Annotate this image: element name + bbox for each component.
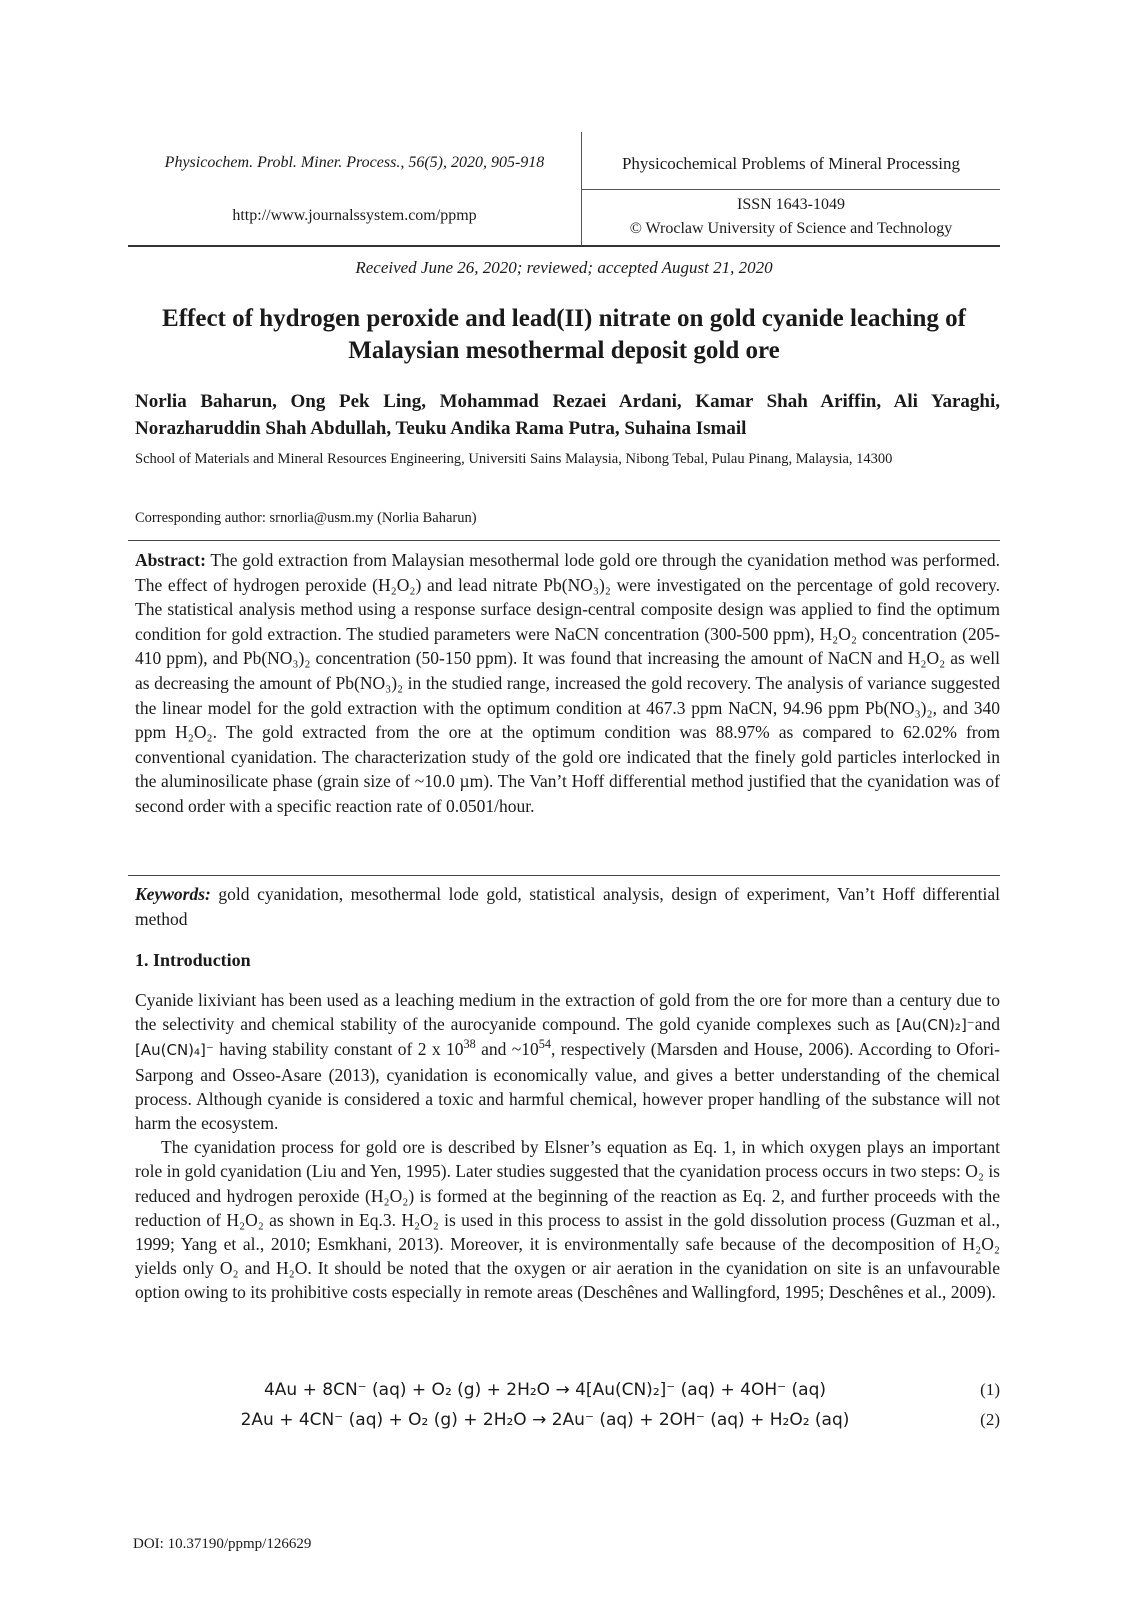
journal-citation: Physicochem. Probl. Miner. Process., 56(5), 2020, 905-918 xyxy=(164,154,545,171)
intro-p1-text-e: , respectively (Marsden and House, 2006). According to Ofori-Sarpong and Osseo-Asare (2013), cyanidation is economically value, and gives a better understanding of the chemical process. Although cyanide is considered a toxic and harmful chemical, however proper handling of the substance will not harm the ecosystem. xyxy=(135,1039,1000,1134)
equation-2-expression: 2Au + 4CN⁻ (aq) + O₂ (g) + 2H₂O → 2Au⁻ (aq) + 2OH⁻ (aq) + H₂O₂ (aq) xyxy=(240,1410,850,1430)
chem-pbno32: Pb(NO₃)₂ xyxy=(543,574,611,595)
chem-h2o2: H₂O₂ xyxy=(907,648,946,669)
abstract-text-9: . The gold extracted from the ore at the optimum condition was 88.97% as compared to 62.02% from conventional cyanidation. The characterization study of the gold ore indicated that the finely gold particles interlocked in the aluminosilicate phase (grain size of ~10.0 µm). The Van’t Hoff differential method justified that the cyanidation was of second order with a specific reaction rate of 0.0501/hour. xyxy=(135,722,1000,816)
introduction-body xyxy=(135,988,1000,1305)
journal-header xyxy=(128,132,1000,249)
intro-paragraph-2 xyxy=(135,1135,1000,1304)
abstract-text-5: concentration (50-150 ppm). It was found that increasing the amount of NaCN and xyxy=(310,648,908,669)
affiliation: School of Materials and Mineral Resources Engineering, Universiti Sains Malaysia, Nibong Tebal, Pulau Pinang, Malaysia, 14300 xyxy=(135,451,893,467)
intro-p2-text-e: is used in this process to assist in the gold dissolution process (Guzman et al., 1999; Yang et al., 2010; Esmkhani, 2013). Moreover, it is environmentally safe because of the decomposition of xyxy=(135,1209,1000,1255)
exponent-38: 38 xyxy=(463,1037,476,1052)
keywords xyxy=(135,882,1000,932)
header-right-rule xyxy=(582,189,1000,190)
abstract-label: Abstract: xyxy=(135,550,206,570)
intro-p2-text-c: ) is formed at the beginning of the reaction as Eq. 2, and further proceeds with the reduction of xyxy=(135,1185,1000,1230)
intro-p2-text-b: is reduced and hydrogen peroxide ( xyxy=(135,1161,1000,1206)
paper-title: Effect of hydrogen peroxide and lead(II) nitrate on gold cyanide leaching of Malaysian mesothermal deposit gold ore xyxy=(162,305,966,364)
equation-1 xyxy=(135,1380,1000,1406)
chem-h2o2: H₂O₂ xyxy=(962,1234,1000,1255)
intro-p1-text-c: having stability constant of 2 x 10 xyxy=(213,1039,464,1060)
chem-h2o2: H₂O₂ xyxy=(819,623,858,644)
author-list: Norlia Baharun, Ong Pek Ling, Mohammad Rezaei Ardani, Kamar Shah Ariffin, Ali Yaraghi, Norazharuddin Shah Abdullah, Teuku Andika Rama Putra, Suhaina Ismail xyxy=(135,391,1000,439)
abstract-text-1: The gold extraction from Malaysian mesothermal lode gold ore through the cyanidation method was performed. The effect of hydrogen peroxide ( xyxy=(135,550,1000,595)
intro-p2-text-f: yields only xyxy=(135,1258,220,1279)
keywords-label: Keywords: xyxy=(135,884,211,904)
header-left xyxy=(128,132,581,245)
section-heading-introduction: 1. Introduction xyxy=(135,950,251,970)
equation-2 xyxy=(135,1410,1000,1436)
abstract-text-8: , and 340 ppm xyxy=(135,697,1000,743)
intro-paragraph-1 xyxy=(135,988,1000,1135)
chem-h2o: H₂O xyxy=(275,1258,308,1279)
keywords-text: gold cyanidation, mesothermal lode gold, statistical analysis, design of experiment, Van’t Hoff differential method xyxy=(135,884,1000,929)
equation-1-number: (1) xyxy=(980,1380,1000,1399)
chem-h2o2: H₂O₂ xyxy=(401,1209,439,1230)
chem-au-cn4: [Au(CN)₄]⁻ xyxy=(135,1041,214,1060)
abstract-text-7: in the studied range, increased the gold recovery. The analysis of variance suggested the linear model for the gold extraction with the optimum condition at 467.3 ppm NaCN, 94.96 ppm xyxy=(135,672,1000,718)
abstract-top-rule xyxy=(128,540,1000,541)
chem-o2: O₂ xyxy=(219,1258,239,1279)
abstract-text-3: were investigated on the percentage of gold recovery. The statistical analysis method using a response surface design-central composite design was applied to find the optimum condition for gold extraction. The studied parameters were NaCN concentration (300-500 ppm), xyxy=(135,574,1000,644)
header-bottom-rule xyxy=(128,245,1000,247)
chem-h2o2: H₂O₂ xyxy=(175,722,213,743)
received-dates: Received June 26, 2020; reviewed; accepted August 21, 2020 xyxy=(355,258,773,277)
abstract-text-2: ) and lead nitrate xyxy=(415,574,544,595)
chem-pbno32: Pb(NO₃)₂ xyxy=(335,672,404,693)
header-right xyxy=(582,132,1000,245)
journal-url[interactable]: http://www.journalssystem.com/ppmp xyxy=(232,207,477,224)
chem-h2o2: H₂O₂ xyxy=(226,1209,264,1230)
intro-p2-text-g: and xyxy=(238,1258,276,1279)
chem-pbno32: Pb(NO₃)₂ xyxy=(864,697,933,718)
intro-p2-text-h: . It should be noted that the oxygen or air aeration in the cyanidation on site is an unfavourable option owing to its prohibitive costs especially in remote areas (Deschênes and Wallingford, 1995; Deschênes et al., 2009). xyxy=(135,1258,1000,1303)
intro-p1-text-a: Cyanide lixiviant has been used as a leaching medium in the extraction of gold from the ore for more than a century due to the selectivity and chemical stability of the aurocyanide compound. The gold cyanide complexes such as xyxy=(135,990,1000,1035)
journal-copyright: © Wroclaw University of Science and Technology xyxy=(629,220,953,237)
chem-pbno32: Pb(NO₃)₂ xyxy=(242,648,311,669)
journal-name: Physicochemical Problems of Mineral Processing xyxy=(621,154,961,173)
corresponding-author: Corresponding author: srnorlia@usm.my (Norlia Baharun) xyxy=(135,510,477,526)
chem-au-cn2: [Au(CN)₂]⁻ xyxy=(895,1016,975,1035)
abstract-text-4: concentration (205-410 ppm), and xyxy=(135,623,1000,669)
intro-p1-text-b: and xyxy=(974,1014,1000,1035)
chem-h2o2: H₂O₂ xyxy=(370,1185,409,1206)
abstract xyxy=(135,548,1000,819)
intro-p2-text-d: as shown in Eq.3. xyxy=(263,1209,402,1230)
equation-2-number: (2) xyxy=(980,1410,1000,1429)
chem-o2: O₂ xyxy=(965,1161,984,1182)
exponent-54: 54 xyxy=(538,1037,552,1052)
journal-issn: ISSN 1643-1049 xyxy=(736,196,845,213)
equation-1-expression: 4Au + 8CN⁻ (aq) + O₂ (g) + 2H₂O → 4[Au(CN)₂]⁻ (aq) + 4OH⁻ (aq) xyxy=(263,1380,826,1400)
intro-p1-text-d: and ~10 xyxy=(475,1039,539,1060)
abstract-text-6: as well as decreasing the amount of xyxy=(135,648,1000,693)
intro-p2-text-a: The cyanidation process for gold ore is described by Elsner’s equation as Eq. 1, in which oxygen plays an important role in gold cyanidation (Liu and Yen, 1995). Later studies suggested that the cyanidation process occurs in two steps: xyxy=(135,1137,1000,1182)
doi[interactable]: DOI: 10.37190/ppmp/126629 xyxy=(133,1536,312,1552)
abstract-bottom-rule xyxy=(128,875,1000,876)
chem-h2o2: H₂O₂ xyxy=(378,574,416,595)
